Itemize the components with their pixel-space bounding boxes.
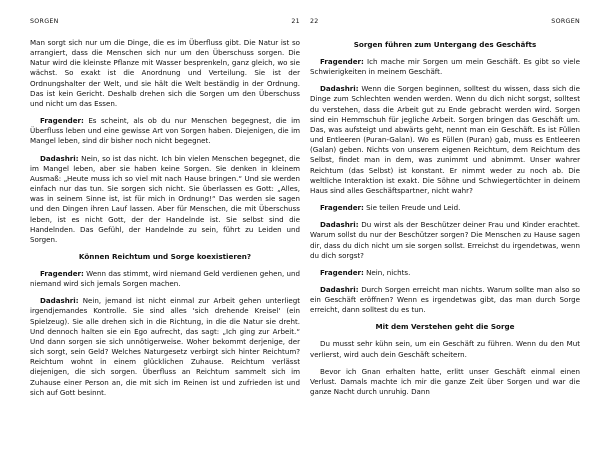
section-heading: Sorgen führen zum Untergang des Geschäfts (353, 40, 537, 49)
speaker-label: Dadashri: (320, 220, 359, 230)
paragraph-text: Du musst sehr kühn sein, um ein Geschäft zu führen. Wenn du den Mut verlierst, wird auch dein Geschäft scheitern. (310, 339, 580, 359)
right-page (310, 0, 580, 465)
speaker-label: Dadashri: (320, 284, 359, 294)
speaker-label: Fragender: (40, 268, 84, 278)
speaker-label: Fragender: (320, 57, 364, 66)
paragraph (310, 220, 580, 261)
paragraph (310, 57, 580, 77)
paragraph-text: Nein, jemand ist nicht einmal zur Arbeit gehen unterliegt irgendjemandes Kontrolle. Sie sind alles 'sich drehende Kreisel' (ein Spielzeug). Sie alle drehen sich in die Richtung, in die die Natur sie dreht. Und dennoch halten sie ein Ego aufrecht, das sagt: „Ich ging zur Arbeit.“ Und dann sorgen sie sich unnötigerweise. Woher bekommt derjenige, der sich sorgt, sein Geld? Welches Naturgesetz verbirgt sich hinter Reichtum? Reichtum wohnt in einem glücklichen Zuhause. Reichtum verlässt diejenigen, die sich sorgen. Überfluss an Reichtum sammelt sich im Zuhause einer Person an, die mit sich im Reinen ist und zufrieden ist und sich auf Gott besinnt. (30, 296, 300, 397)
paragraph-text: Du wirst als der Beschützer deiner Frau und Kinder erachtet. Warum sollst du nur der Beschützer sorgen? Die Menschen zu Hause sagen dir, dass du dich nicht um sie sorgen sollst. Erreichst du irgendetwas, wenn du dich sorgst? (310, 220, 580, 260)
speaker-label: Dadashri: (40, 153, 79, 163)
paragraph (310, 367, 580, 397)
header-title: SORGEN (551, 18, 580, 25)
paragraph-text: Durch Sorgen erreicht man nichts. Warum sollte man also so ein Geschäft eröffnen? Wenn es irgendetwas gibt, das man durch Sorge erreicht, dann solltest du es tun. (310, 284, 580, 315)
left-page (30, 0, 300, 465)
paragraph-text: Man sorgt sich nur um die Dinge, die es im Überfluss gibt. Die Natur ist so arrangiert, dass die Menschen sich nur um den Überschuss sorgen. Die Natur wird die kleinste Pflanze mit Wasser besprenkeln, ganz gleich, wo sie wächst. So exakt ist die Anordnung und Verteilung. Sie ist der Ordnungshalter der Welt, und sie hält die Welt beständig in der Ordnung. Das ist kein Gericht. Deshalb drehen sich die Sorgen um den Überschuss und nicht um das Essen. (30, 38, 300, 108)
paragraph-text: Nein, so ist das nicht. Ich bin vielen Menschen begegnet, die im Mangel leben, aber sie haben keine Sorgen. Sie denken in kleinem Ausmaß: „Heute muss ich so viel mit nach Hause bringen.“ Und sie werden einfach nur das tun. Sie sorgen sich nicht. Sie überlassen es Gott: „Alles, was in seinem Sinne ist, ist für mich in Ordnung!“ Das werden sie sagen und den Dingen ihren Lauf lassen. Aber für Menschen, die mit Überschuss leben, ist es nicht Gott, der der Handelnde ist. Sie selbst sind die Handelnden. Das Gefühl, der Handelnde zu sein, führt zu Leiden und Sorgen. (30, 153, 300, 244)
paragraph-text: Bevor ich Gnan erhalten hatte, erlitt unser Geschäft einmal einen Verlust. Damals machte ich mir die ganze Zeit über Sorgen und war die ganze Nacht durch unruhig. Dann (310, 366, 580, 397)
paragraph (310, 203, 580, 213)
paragraph (310, 285, 580, 315)
page-body (310, 38, 580, 404)
page-body (30, 38, 300, 405)
paragraph-text: Wenn das stimmt, wird niemand Geld verdienen gehen, und niemand wird sich jemals Sorgen machen. (30, 268, 300, 289)
paragraph (310, 84, 580, 196)
page-number: 21 (291, 18, 300, 25)
section-heading: Können Reichtum und Sorge koexistieren? (78, 251, 252, 261)
paragraph-text: Es scheint, als ob du nur Menschen begegnest, die im Überfluss leben und eine gewisse Art von Sorgen haben. Diejenigen, die im Mangel leben, sind dir bisher noch nicht begegnet. (30, 116, 300, 146)
paragraph-text: Ich mache mir Sorgen um mein Geschäft. Es gibt so viele Schwierigkeiten in meinem Geschäft. (310, 57, 580, 77)
speaker-label: Fragender: (40, 116, 84, 126)
paragraph-text: Wenn die Sorgen beginnen, solltest du wissen, dass sich die Dinge zum Schlechten wenden werden. Wenn du dich nicht sorgst, solltest du verstehen, dass die Arbeit gut zu Ende gebracht werden wird. Sorgen sind ein Hemmschuh für jegliche Arbeit. Sorgen bringen das Geschäft um. Das, was aufsteigt und abwärts geht, nennt man ein Geschäft. Es ist Füllen und Entleeren (Puran-Galan). Wo es Füllen (Puran) gab, muss es Entleeren (Galan) geben. Nichts von unserem eigenen Reichtum, dem Reichtum des Selbst, findet man in dem, was zunimmt und abnimmt. Unser wahrer Reichtum (das Selbst) ist konstant. Er nimmt weder zu noch ab. Die weltliche Interaktion ist exakt. Die Söhne und Schwiegertöchter in deinem Haus sind alles Geschäftspartner, nicht wahr? (310, 84, 580, 195)
section-heading: Mit dem Verstehen geht die Sorge (375, 322, 515, 332)
page-number: 22 (310, 18, 319, 25)
running-head (310, 18, 580, 28)
paragraph (30, 116, 300, 146)
running-head (30, 18, 300, 28)
paragraph-text: Sie teilen Freude und Leid. (363, 203, 461, 213)
paragraph-text: Nein, nichts. (363, 267, 411, 277)
paragraph (30, 38, 300, 109)
paragraph (30, 269, 300, 289)
speaker-label: Fragender: (320, 267, 364, 277)
speaker-label: Fragender: (320, 203, 364, 213)
header-title: SORGEN (30, 18, 59, 25)
paragraph (310, 268, 580, 278)
speaker-label: Dadashri: (40, 296, 79, 306)
paragraph (310, 339, 580, 359)
paragraph (30, 154, 300, 245)
speaker-label: Dadashri: (320, 84, 359, 94)
paragraph (30, 296, 300, 398)
